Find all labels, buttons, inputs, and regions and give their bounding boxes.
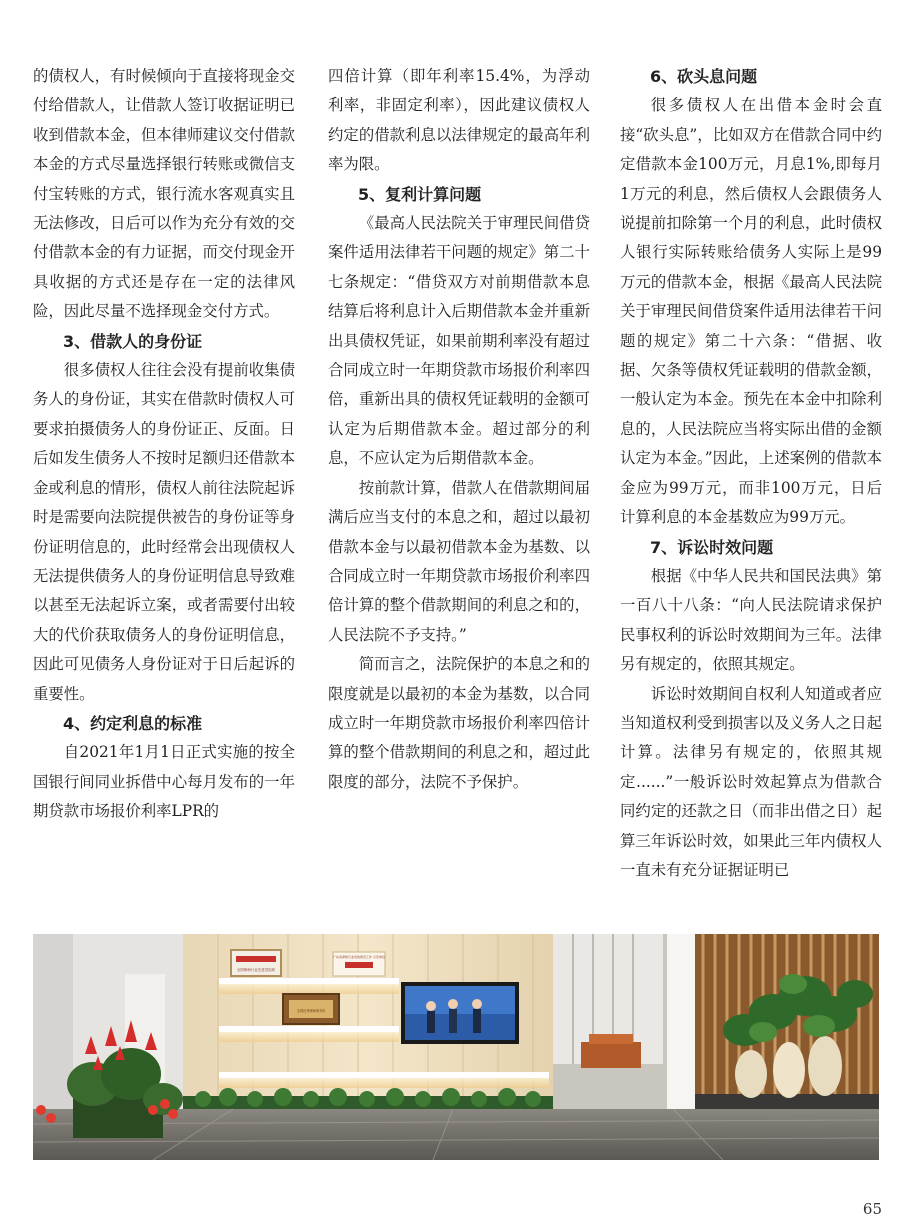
office-lobby-photo: [33, 934, 879, 1160]
paragraph: 简而言之，法院保护的本息之和的限度就是以最初的本金为基数，以合同成立时一年期贷款市场报价利率四倍计算的整个借款期间的利息之和，超过此限度的部分，法院不予保护。: [328, 655, 590, 791]
article-column-3: [620, 62, 882, 885]
section-heading-5: 5、复利计算问题: [358, 184, 482, 204]
paragraph: 很多债权人往往会没有提前收集债务人的身份证，其实在借款时债权人可要求拍摄债务人的身份证正、反面。日后如发生债务人不按时足额归还借款本金或利息的情形，债权人前往法院起诉时是需要向法院提供被告的身份证等身份证明信息的，此时经常会出现债权人无法提供债务人的身份证明信息导致难以甚至无法起诉立案，或者需要付出较大的代价获取债务人的身份证明信息，因此可见债务人身份证对于日后起诉的重要性。: [33, 361, 295, 703]
article-column-1: [33, 62, 295, 827]
paragraph: 的债权人，有时候倾向于直接将现金交付给借款人，让借款人签订收据证明已收到借款本金，但本律师建议交付借款本金的方式尽量选择银行转账或微信支付宝转账的方式，银行流水客观真实且无法修改，日后可以作为充分有效的交付借款本金的有力证据，而交付现金开具收据的方式还是存在一定的法律风险，因此尽量不选择现金交付方式。: [33, 67, 295, 321]
plaque-top-text: 全国律师行业先进党组织: [236, 968, 276, 972]
page-number: 65: [862, 1200, 882, 1218]
paragraph: 《最高人民法院关于审理民间借贷案件适用法律若干问题的规定》第二十七条规定：“借贷双方对前期借款本息结算后将利息计入后期借款本金并重新出具债权凭证，如果前期利率没有超过合同成立时一年期贷款市场报价利率四倍，重新出具的债权凭证载明的金额可认定为后期借款本金。超过部分的利息，不应认定为后期借款本金。: [328, 214, 590, 468]
plaque-mid-text: 全国优秀律师事务所: [296, 1009, 326, 1013]
paragraph: 很多债权人在出借本金时会直接“砍头息”，比如双方在借款合同中约定借款本金100万元，月息1%,即每月1万元的利息，然后债权人会跟债务人说提前扣除第一个月的利息，此时债权人银行实际转账给债务人实际上是99万元的借款本金，根据《最高人民法院关于审理民间借贷案件适用法律若干问题的规定》第二十六条：“借据、收据、欠条等债权凭证载明的借款金额，一般认定为本金。预先在本金中扣除利息的，人民法院应当将实际出借的金额认定为本金。”因此，上述案例的借款本金应为99万元，而非100万元，日后计算利息的本金基数应为99万元。: [620, 96, 882, 527]
paragraph: 四倍计算（即年利率15.4%，为浮动利率，非固定利率），因此建议债权人约定的借款利息以法律规定的最高年利率为限。: [328, 67, 590, 174]
paragraph: 根据《中华人民共和国民法典》第一百八十八条：“向人民法院请求保护民事权利的诉讼时效期间为三年。法律另有规定的，依照其规定。: [620, 566, 882, 674]
article-column-2: [328, 62, 590, 797]
paragraph: 诉讼时效期间自权利人知道或者应当知道权利受到损害以及义务人之日起计算。法律另有规定的，依照其规定......”一般诉讼时效起算点为借款合同约定的还款之日（而非出借之日）起算三年诉讼时效，如果此三年内债权人一直未有充分证据证明已: [620, 684, 882, 879]
banner-text: 广东省律师行业党的建设工作 示范单位: [333, 955, 385, 959]
paragraph: 按前款计算，借款人在借款期间届满后应当支付的本息之和，超过以最初借款本金与以最初借款本金为基数、以合同成立时一年期贷款市场报价利率四倍计算的整个借款期间的利息之和的，人民法院不予支持。”: [328, 478, 590, 644]
section-heading-4: 4、约定利息的标准: [63, 713, 203, 733]
section-heading-3: 3、借款人的身份证: [63, 331, 203, 351]
paragraph: 自2021年1月1日正式实施的按全国银行间同业拆借中心每月发布的一年期贷款市场报价利率LPR的: [33, 743, 295, 821]
section-heading-6: 6、砍头息问题: [650, 67, 758, 86]
section-heading-7: 7、诉讼时效问题: [650, 537, 774, 557]
